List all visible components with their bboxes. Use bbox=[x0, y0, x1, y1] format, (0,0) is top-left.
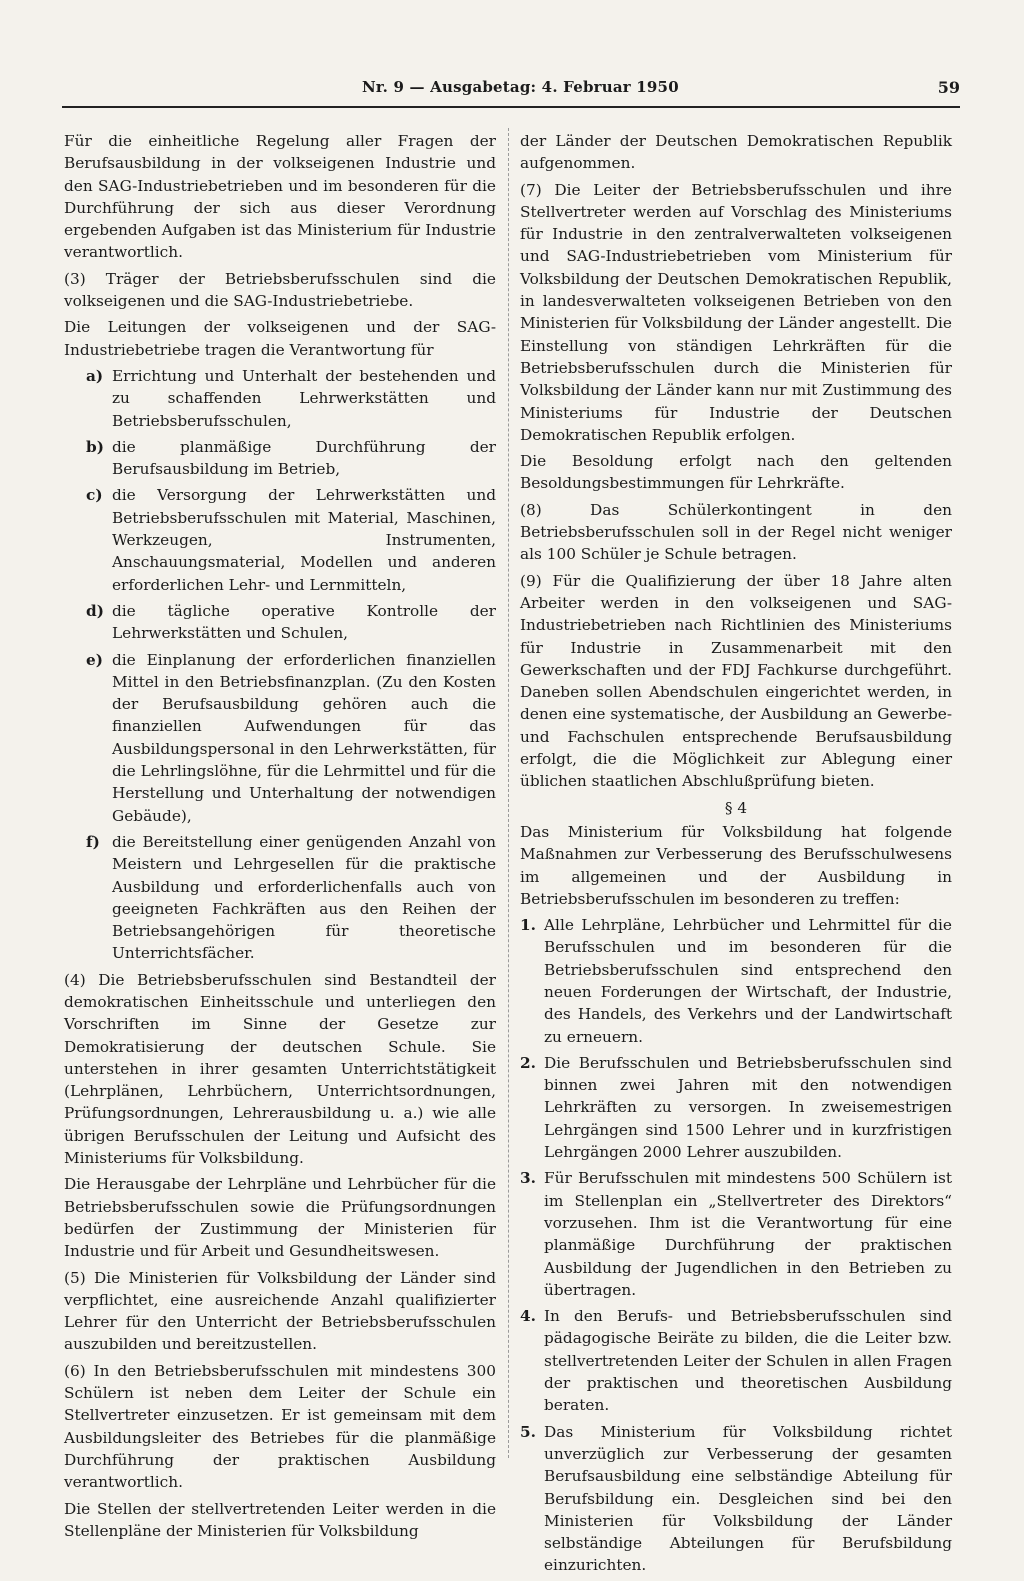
list-label: a) bbox=[86, 366, 104, 385]
list-item bbox=[86, 831, 496, 965]
list-item bbox=[86, 484, 496, 595]
list-label: f) bbox=[86, 832, 100, 851]
column-divider bbox=[508, 128, 510, 1458]
list-text: die Bereitstellung einer genügenden Anzahl von Meistern und Lehrgesellen für die praktische Ausbildung und erforderlichenfalls auch von geeigneten Fachkräften aus den Reihen der Betriebsangehörigen für theoretische Unterrichtsfächer. bbox=[112, 832, 496, 963]
left-column bbox=[64, 130, 496, 1546]
list-text: Das Ministerium für Volksbildung richtet unverzüglich zur Verbesserung der gesamten Berufsausbildung eine selbständige Abteilung für Berufsbildung ein. Desgleichen sind bei den Ministerien für Volksbildung der Länder selbständige Abteilungen für Berufsbildung einzurichten. bbox=[544, 1422, 952, 1575]
page-header bbox=[62, 76, 960, 108]
paragraph: (8) Das Schülerkontingent in den Betriebsberufsschulen soll in der Regel nicht weniger als 100 Schüler je Schule betragen. bbox=[520, 500, 952, 564]
list-item bbox=[520, 1052, 952, 1163]
paragraph: Die Leitungen der volkseigenen und der SAG-Industriebetriebe tragen die Verantwortung für bbox=[64, 318, 496, 359]
paragraph: (4) Die Betriebsberufsschulen sind Bestandteil der demokratischen Einheitsschule und unterliegen den Vorschriften im Sinne der Gesetze zur Demokratisierung der deutschen Schule. Sie unterstehen in ihrer gesamten Unterrichtstätigkeit (Lehrplänen, Lehrbüchern, Unterrichtsordnungen, Prüfungsordnungen, Lehrerausbildung u. a.) wie alle übrigen Berufsschulen der Leitung und Aufsicht des Ministeriums für Volksbildung. bbox=[64, 970, 496, 1168]
list-label: 3. bbox=[520, 1169, 536, 1188]
list-label: 2. bbox=[520, 1053, 536, 1072]
measures-list bbox=[520, 914, 952, 1577]
paragraph: Die Stellen der stellvertretenden Leiter werden in die Stellenpläne der Ministerien für Volksbildung bbox=[64, 1499, 496, 1540]
paragraph: (5) Die Ministerien für Volksbildung der Länder sind verpflichtet, eine ausreichende Anzahl qualifizierter Lehrer für den Unterricht der Betriebsberufsschulen auszubilden und bereitzustellen. bbox=[64, 1268, 496, 1354]
list-label: e) bbox=[86, 650, 103, 669]
paragraph: (9) Für die Qualifizierung der über 18 Jahre alten Arbeiter werden in den volkseigenen und SAG-Industriebetrieben nach Richtlinien des Ministeriums für Industrie in Zusammenarbeit mit den Gewerkschaften und der FDJ Fachkurse durchgeführt. Daneben sollen Abendschulen eingerichtet werden, in denen eine systematische, der Ausbildung an Gewerbe- und Fachschulen entsprechende Berufsausbildung erfolgt, die die Möglichkeit zur Ablegung einer üblichen staatlichen Abschlußprüfung bieten. bbox=[520, 571, 952, 791]
paragraph: (7) Die Leiter der Betriebsberufsschulen und ihre Stellvertreter werden auf Vorschlag des Ministeriums für Industrie in den zentralverwalteten volkseigenen und SAG-Industriebetrieben vom Ministerium für Volksbildung der Deutschen Demokratischen Republik, in landesverwalteten volkseigenen Betrieben von den Ministerien für Volksbildung der Länder angestellt. Die Einstellung von ständigen Lehrkräften für die Betriebsberufsschulen durch die Ministerien für Volksbildung der Länder kann nur mit Zustimmung des Ministeriums für Industrie der Deutschen Demokratischen Republik erfolgen. bbox=[520, 180, 952, 444]
list-text: Errichtung und Unterhalt der bestehenden und zu schaffenden Lehrwerkstätten und Betriebsberufsschulen, bbox=[112, 366, 496, 430]
list-label: 1. bbox=[520, 916, 536, 935]
page-number: 59 bbox=[937, 78, 960, 97]
list-label: c) bbox=[86, 486, 103, 505]
paragraph: Für die einheitliche Regelung aller Fragen der Berufsausbildung in der volkseigenen Industrie und den SAG-Industriebetrieben und im besonderen für die Durchführung der sich aus dieser Verordnung ergebenden Aufgaben ist das Ministerium für Industrie verantwortlich. bbox=[64, 132, 496, 262]
paragraph: (6) In den Betriebsberufsschulen mit mindestens 300 Schülern ist neben dem Leiter der Schule ein Stellvertreter einzusetzen. Er ist gemeinsam mit dem Ausbildungsleiter des Betriebes für die planmäßige Durchführung der praktischen Ausbildung verantwortlich. bbox=[64, 1361, 496, 1492]
list-item bbox=[86, 600, 496, 645]
list-item bbox=[520, 1421, 952, 1577]
list-label: d) bbox=[86, 601, 104, 620]
list-label: b) bbox=[86, 437, 104, 456]
list-text: Alle Lehrpläne, Lehrbücher und Lehrmittel für die Berufsschulen und im besonderen für die Betriebsberufsschulen sind entsprechend den neuen Forderungen der Wirtschaft, der Industrie, des Handels, des Verkehrs und der Landwirtschaft zu erneuern. bbox=[544, 916, 952, 1046]
section-heading: § 4 bbox=[724, 798, 748, 817]
right-column bbox=[520, 130, 952, 1581]
list-label: 4. bbox=[520, 1307, 536, 1326]
list-item bbox=[86, 436, 496, 481]
list-item bbox=[520, 914, 952, 1048]
list-item bbox=[86, 649, 496, 827]
list-text: In den Berufs- und Betriebsberufsschulen sind pädagogische Beiräte zu bilden, die die Leiter bzw. stellvertretenden Leiter der Schulen in allen Fragen der praktischen und theoretischen Ausbildung beraten. bbox=[544, 1307, 952, 1415]
list-text: die tägliche operative Kontrolle der Lehrwerkstätten und Schulen, bbox=[112, 601, 496, 643]
list-text: Für Berufsschulen mit mindestens 500 Schülern ist im Stellenplan ein „Stellvertreter des Direktors“ vorzusehen. Ihm ist die Verantwortung für eine planmäßige Durchführung der praktischen Ausbildung der Jugendlichen in den Betrieben zu übertragen. bbox=[544, 1169, 952, 1299]
list-item bbox=[86, 365, 496, 432]
paragraph: Die Besoldung erfolgt nach den geltenden Besoldungsbestimmungen für Lehrkräfte. bbox=[520, 452, 952, 493]
list-item bbox=[520, 1167, 952, 1301]
paragraph: Die Herausgabe der Lehrpläne und Lehrbücher für die Betriebsberufsschulen sowie die Prüfungsordnungen bedürfen der Zustimmung der Ministerien für Industrie und für Arbeit und Gesundheitswesen. bbox=[64, 1175, 496, 1261]
responsibility-list bbox=[64, 365, 496, 965]
paragraph: der Länder der Deutschen Demokratischen Republik aufgenommen. bbox=[520, 132, 952, 173]
list-text: die Versorgung der Lehrwerkstätten und Betriebsberufsschulen mit Material, Maschinen, Werkzeugen, Instrumenten, Anschauungsmaterial, Modellen und anderen erforderlichen Lehr- und Lernmitteln, bbox=[112, 486, 496, 594]
list-label: 5. bbox=[520, 1422, 536, 1441]
paragraph: Das Ministerium für Volksbildung hat folgende Maßnahmen zur Verbesserung des Berufsschulwesens im allgemeinen und der Ausbildung in Betriebsberufsschulen im besonderen zu treffen: bbox=[520, 822, 952, 908]
issue-line: Nr. 9 — Ausgabetag: 4. Februar 1950 bbox=[362, 78, 679, 96]
list-text: die Einplanung der erforderlichen finanziellen Mittel in den Betriebsfinanzplan. (Zu den Kosten der Berufsausbildung gehören auch die finanziellen Aufwendungen für das Ausbildungspersonal in den Lehrwerkstätten, für die Lehrlingslöhne, für die Lehrmittel und für die Herstellung und Unterhaltung der notwendigen Gebäude), bbox=[112, 650, 496, 825]
paragraph: (3) Träger der Betriebsberufsschulen sind die volkseigenen und die SAG-Industriebetriebe. bbox=[64, 269, 496, 311]
list-text: Die Berufsschulen und Betriebsberufsschulen sind binnen zwei Jahren mit den notwendigen Lehrkräften zu versorgen. In zweisemestrigen Lehrgängen sind 1500 Lehrer und in kurzfristigen Lehrgängen 2000 Lehrer auszubilden. bbox=[544, 1053, 952, 1162]
list-item bbox=[520, 1305, 952, 1416]
list-text: die planmäßige Durchführung der Berufsausbildung im Betrieb, bbox=[112, 437, 496, 479]
